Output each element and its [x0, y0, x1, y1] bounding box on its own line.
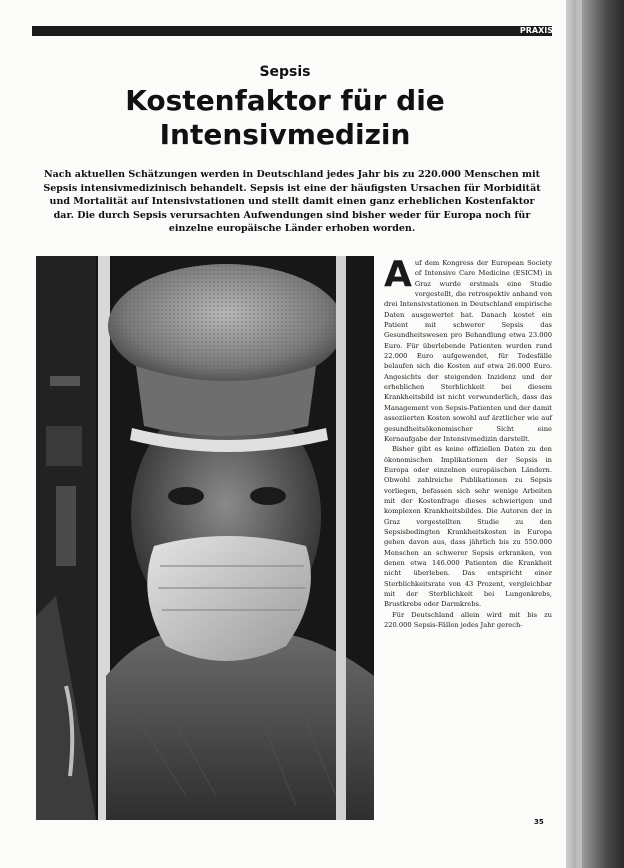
surgeon-photo-illustration — [36, 256, 374, 820]
paragraph-1-text: uf dem Kongress der European Society of Intensive Care Medicine (ESICM) in Graz wurde erstmals eine Studie vorgestellt, die retrospektiv anhand von drei Intensivstationen in Deutschland empirische Daten ausgewertet hat. Danach kostet ein Patient mit schwerer Sepsis das Gesundheitswesen pro Behandlung etwa 23.000 Euro. Für überlebende Patienten wurden rund 22.000 Euro aufgewendet, für Todesfälle belaufen sich die Kosten auf etwa 26.000 Euro. Angesichts der steigenden Inzidenz und der erheblichen Sterblichkeit bei diesem Krankheitsbild ist nicht verwunderlich, dass das Management von Sepsis-Patienten und der damit assoziierten Kosten sowohl auf ärztlicher wie auf gesundheitsökonomischer Sicht eine Kernaufgabe der Intensivmedizin darstellt. — [384, 259, 552, 443]
drop-cap: A — [384, 254, 412, 295]
paragraph-1 — [384, 254, 552, 444]
paragraph-2: Bisher gibt es keine offiziellen Daten zu den ökonomischen Implikationen der Sepsis in Europa oder einzelnen europäischen Ländern. Obwohl zahlreiche Publikationen zu Sepsis vorliegen, befassen sich sehr wenige Arbeiten mit der Kostenfrage dieses schwierigen und komplexen Krankheitsbildes. Die Autoren der in Graz vorgestellten Studie zu den Sepsisbedingten Krankheitskosten in Europa gehen davon aus, dass jährlich bis zu 550.000 Menschen an schwerer Sepsis erkranken, von denen etwa 146.000 Patienten die Krankheit nicht überleben. Das entspricht einer Sterblichkeitsrate von 43 Prozent, vergleichbar mit der Sterblichkeit bei Lungenkrebs, Brustkrebs oder Darmkrebs. — [384, 445, 552, 609]
article-photo-surgeon — [36, 256, 374, 820]
article-kicker: Sepsis — [259, 64, 311, 80]
page-number: 35 — [534, 818, 544, 826]
section-label: PRAXIS — [519, 26, 553, 35]
article-lead: Nach aktuellen Schätzungen werden in Deutschland jedes Jahr bis zu 220.000 Menschen mit Sepsis intensivmedizinisch behandelt. Sepsis ist eine der häufigsten Ursachen für Morbidität und Mortalität auf Intensivstationen und stellt damit einen ganz erheblichen Kostenfaktor dar. Die durch Sepsis verursachten Aufwendungen sind bisher weder für Europa noch für einzelne europäische Länder erhoben worden. — [43, 169, 541, 234]
article-body-column — [384, 254, 552, 630]
book-binding-edge — [566, 0, 624, 868]
paragraph-3: Für Deutschland allein wird mit bis zu 220.000 Sepsis-Fällen jedes Jahr gerech- — [384, 610, 552, 630]
article-title — [0, 84, 570, 152]
section-header-bar — [32, 26, 552, 36]
title-line-2: Intensivmedizin — [159, 118, 411, 151]
title-line-1: Kostenfaktor für die — [125, 84, 445, 117]
book-binding-shadow — [576, 0, 582, 868]
